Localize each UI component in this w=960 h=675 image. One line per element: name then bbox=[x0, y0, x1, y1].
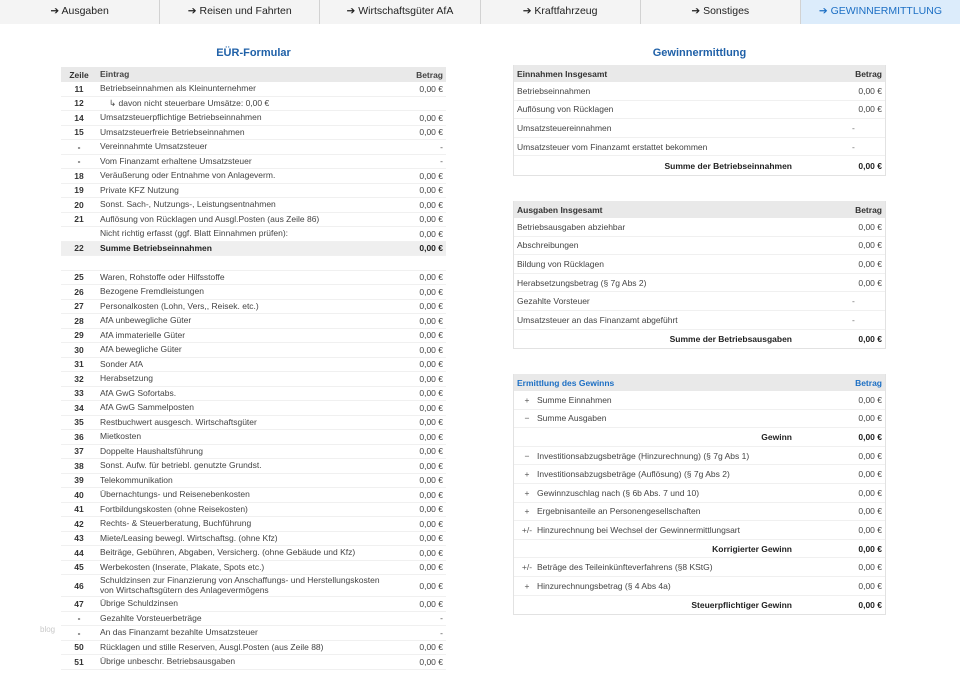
table-row bbox=[61, 358, 446, 373]
table-row bbox=[61, 140, 446, 155]
item-label: Gewinn bbox=[761, 431, 792, 442]
amount-value: 0,00 € bbox=[419, 199, 443, 210]
table-row bbox=[61, 126, 446, 141]
sign-symbol: + bbox=[524, 580, 530, 591]
item-value: - bbox=[852, 296, 855, 307]
item-value: - bbox=[852, 141, 855, 152]
item-value: 0,00 € bbox=[858, 258, 882, 269]
amount-value: 0,00 € bbox=[419, 344, 443, 355]
list-item bbox=[514, 274, 885, 293]
amount-value: 0,00 € bbox=[419, 656, 443, 667]
amount-value: 0,00 € bbox=[419, 286, 443, 297]
amount-value: 0,00 € bbox=[419, 518, 443, 529]
sum-row bbox=[514, 596, 885, 615]
item-label: Auflösung von Rücklagen bbox=[517, 104, 614, 115]
entry-label: Schuldzinsen zur Finanzierung von Anschaffungs- und Herstellungskosten von Wirtschaftsgütern des Anlagevermögens bbox=[100, 575, 380, 595]
line-number: 15 bbox=[74, 127, 84, 138]
eur-table-header bbox=[61, 67, 446, 82]
amount-value: 0,00 € bbox=[419, 243, 443, 254]
line-number: 32 bbox=[74, 373, 84, 384]
item-value: - bbox=[852, 122, 855, 133]
item-value: 0,00 € bbox=[858, 394, 882, 405]
tab-1[interactable]: ➔ Reisen und Fahrten bbox=[160, 0, 320, 24]
amount-value: 0,00 € bbox=[419, 185, 443, 196]
amount-value: 0,00 € bbox=[419, 504, 443, 515]
column-header-entry: Eintrag bbox=[100, 68, 130, 79]
item-label: Abschreibungen bbox=[517, 240, 579, 251]
table-row bbox=[61, 459, 446, 474]
item-value: 0,00 € bbox=[858, 221, 882, 232]
line-number: 22 bbox=[74, 243, 84, 254]
income-panel-body bbox=[514, 82, 885, 175]
income-panel-amount-header: Betrag bbox=[855, 68, 882, 79]
item-value: 0,00 € bbox=[858, 469, 882, 480]
amount-value: 0,00 € bbox=[419, 359, 443, 370]
amount-value: - bbox=[440, 613, 443, 624]
tab-4[interactable]: ➔ Sonstiges bbox=[641, 0, 801, 24]
entry-label: Telekommunikation bbox=[100, 474, 173, 485]
table-row bbox=[61, 184, 446, 199]
table-row bbox=[61, 343, 446, 358]
amount-value: 0,00 € bbox=[419, 642, 443, 653]
list-item bbox=[514, 82, 885, 101]
expenses-panel-title: Ausgaben Insgesamt bbox=[517, 204, 603, 215]
item-label: Ergebnisanteile an Personengesellschaften bbox=[537, 506, 701, 517]
line-number: 45 bbox=[74, 562, 84, 573]
list-item bbox=[514, 391, 885, 410]
list-item bbox=[514, 558, 885, 577]
item-value: 0,00 € bbox=[858, 413, 882, 424]
item-label: Steuerpflichtiger Gewinn bbox=[691, 599, 792, 610]
entry-label: Umsatzsteuerfreie Betriebseinnahmen bbox=[100, 126, 245, 137]
table-row bbox=[61, 655, 446, 670]
table-row bbox=[61, 82, 446, 97]
entry-label: Personalkosten (Lohn, Vers,, Reisek. etc.) bbox=[100, 300, 259, 311]
item-value: 0,00 € bbox=[858, 487, 882, 498]
line-number: 51 bbox=[74, 656, 84, 667]
amount-value: 0,00 € bbox=[419, 301, 443, 312]
line-number: 18 bbox=[74, 170, 84, 181]
line-number: 33 bbox=[74, 388, 84, 399]
amount-value: - bbox=[440, 156, 443, 167]
entry-label: AfA GwG Sofortabs. bbox=[100, 387, 177, 398]
entry-label: Fortbildungskosten (ohne Reisekosten) bbox=[100, 503, 248, 514]
tab-5[interactable]: ➔ GEWINNERMITTLUNG bbox=[801, 0, 960, 24]
list-item bbox=[514, 410, 885, 429]
entry-label: AfA GwG Sammelposten bbox=[100, 402, 195, 412]
amount-value: 0,00 € bbox=[419, 228, 443, 239]
entry-label: AfA immaterielle Güter bbox=[100, 329, 186, 340]
item-label: Umsatzsteuereinnahmen bbox=[517, 122, 612, 133]
item-label: Umsatzsteuer vom Finanzamt erstattet bekommen bbox=[517, 141, 708, 152]
profit-calculation-title: Gewinnermittlung bbox=[652, 47, 747, 59]
table-row bbox=[61, 213, 446, 228]
sign-symbol: + bbox=[524, 394, 530, 405]
list-item bbox=[514, 292, 885, 311]
profit-determination-header bbox=[514, 374, 885, 391]
eur-form-title: EÜR-Formular bbox=[216, 47, 291, 59]
income-panel-header bbox=[514, 65, 885, 82]
line-number: 39 bbox=[74, 475, 84, 486]
table-row bbox=[61, 626, 446, 641]
amount-value: - bbox=[440, 627, 443, 638]
item-value: 0,00 € bbox=[858, 543, 882, 554]
item-value: 0,00 € bbox=[858, 160, 882, 171]
amount-value: 0,00 € bbox=[419, 489, 443, 500]
item-label: Investitionsabzugsbeträge (Auflösung) (§ 7g Abs 2) bbox=[537, 469, 730, 480]
entry-label: Sonder AfA bbox=[100, 358, 144, 369]
amount-value: 0,00 € bbox=[419, 562, 443, 573]
table-row bbox=[61, 641, 446, 656]
line-number: 35 bbox=[74, 417, 84, 428]
amount-value: 0,00 € bbox=[419, 431, 443, 442]
amount-value: 0,00 € bbox=[419, 112, 443, 123]
line-number: 46 bbox=[74, 580, 84, 591]
list-item bbox=[514, 311, 885, 330]
item-value: 0,00 € bbox=[858, 562, 882, 573]
tab-3[interactable]: ➔ Kraftfahrzeug bbox=[481, 0, 641, 24]
column-header-line: Zeile bbox=[69, 69, 89, 80]
eur-table-body bbox=[61, 82, 446, 670]
item-value: 0,00 € bbox=[858, 524, 882, 535]
sum-row bbox=[514, 156, 885, 175]
profit-determination-amount-header: Betrag bbox=[855, 377, 882, 388]
item-value: - bbox=[852, 314, 855, 325]
entry-label: Beiträge, Gebühren, Abgaben, Versicherg. (ohne Gebäude und Kfz) bbox=[100, 547, 356, 557]
item-label: Hinzurechnung bei Wechsel der Gewinnermittlungsart bbox=[537, 524, 740, 535]
table-row bbox=[61, 300, 446, 315]
entry-label: Vom Finanzamt erhaltene Umsatzsteuer bbox=[100, 155, 252, 166]
item-value: 0,00 € bbox=[858, 506, 882, 517]
amount-value: 0,00 € bbox=[419, 547, 443, 558]
item-label: Investitionsabzugsbeträge (Hinzurechnung) (§ 7g Abs 1) bbox=[537, 450, 750, 461]
table-row bbox=[61, 474, 446, 489]
line-number: 50 bbox=[74, 642, 84, 653]
amount-value: 0,00 € bbox=[419, 214, 443, 225]
item-label: Gewinnzuschlag nach (§ 6b Abs. 7 und 10) bbox=[537, 487, 700, 498]
line-number: 19 bbox=[74, 185, 84, 196]
table-row bbox=[61, 445, 446, 460]
table-row bbox=[61, 198, 446, 213]
table-row bbox=[61, 387, 446, 402]
line-number: - bbox=[77, 613, 81, 624]
line-number: 12 bbox=[74, 98, 84, 109]
entry-label: Umsatzsteuerpflichtige Betriebseinnahmen bbox=[100, 112, 262, 122]
sum-row bbox=[514, 540, 885, 559]
table-row bbox=[61, 503, 446, 518]
entry-label: Übrige unbeschr. Betriebsausgaben bbox=[100, 656, 236, 666]
line-number: 34 bbox=[74, 402, 84, 413]
entry-label: Doppelte Haushaltsführung bbox=[100, 445, 204, 456]
total-row bbox=[61, 242, 446, 257]
eur-form-table bbox=[61, 67, 446, 670]
table-row bbox=[61, 97, 446, 112]
amount-value: 0,00 € bbox=[419, 388, 443, 399]
table-row bbox=[61, 597, 446, 612]
item-value: 0,00 € bbox=[858, 450, 882, 461]
item-value: 0,00 € bbox=[858, 277, 882, 288]
item-label: Hinzurechnungsbetrag (§ 4 Abs 4a) bbox=[537, 580, 671, 591]
item-value: 0,00 € bbox=[858, 431, 882, 442]
item-value: 0,00 € bbox=[858, 85, 882, 96]
entry-label: An das Finanzamt bezahlte Umsatzsteuer bbox=[100, 627, 258, 637]
line-number: 14 bbox=[74, 112, 84, 123]
item-label: Umsatzsteuer an das Finanzamt abgeführt bbox=[517, 314, 678, 325]
item-value: 0,00 € bbox=[858, 580, 882, 591]
income-panel bbox=[513, 65, 886, 176]
entry-label: Vereinnahmte Umsatzsteuer bbox=[100, 141, 208, 151]
amount-value: 0,00 € bbox=[419, 170, 443, 181]
line-number: 43 bbox=[74, 533, 84, 544]
table-row bbox=[61, 546, 446, 561]
item-label: Beträge des Teileinkünfteverfahrens (§8 KStG) bbox=[537, 562, 713, 573]
line-number: 36 bbox=[74, 431, 84, 442]
item-label: Bildung von Rücklagen bbox=[517, 258, 604, 269]
line-number: 30 bbox=[74, 344, 84, 355]
line-number: 26 bbox=[74, 286, 84, 297]
entry-label: Rechts- & Steuerberatung, Buchführung bbox=[100, 518, 252, 528]
amount-value: 0,00 € bbox=[419, 373, 443, 384]
item-label: Korrigierter Gewinn bbox=[712, 543, 792, 554]
amount-value: 0,00 € bbox=[419, 315, 443, 326]
line-number: 29 bbox=[74, 330, 84, 341]
entry-label: Private KFZ Nutzung bbox=[100, 184, 179, 195]
entry-label: Herabsetzung bbox=[100, 373, 153, 383]
list-item bbox=[514, 218, 885, 237]
list-item bbox=[514, 503, 885, 522]
sign-symbol: +/- bbox=[521, 562, 533, 573]
entry-label: AfA bewegliche Güter bbox=[100, 344, 182, 354]
entry-label: Betriebseinnahmen als Kleinunternehmer bbox=[100, 83, 256, 93]
list-item bbox=[514, 465, 885, 484]
table-row bbox=[61, 612, 446, 627]
table-row bbox=[61, 401, 446, 416]
line-number: 47 bbox=[74, 598, 84, 609]
line-number: - bbox=[77, 156, 81, 167]
table-row bbox=[61, 488, 446, 503]
line-number: 27 bbox=[74, 301, 84, 312]
item-label: Gezahlte Vorsteuer bbox=[517, 296, 590, 307]
entry-label: AfA unbewegliche Güter bbox=[100, 315, 192, 325]
line-number: 37 bbox=[74, 446, 84, 457]
table-row bbox=[61, 169, 446, 184]
tab-0[interactable]: ➔ Ausgaben bbox=[0, 0, 160, 24]
sign-symbol: +/- bbox=[521, 524, 533, 535]
table-row bbox=[61, 517, 446, 532]
entry-label: Werbekosten (Inserate, Plakate, Spots etc.) bbox=[100, 561, 265, 572]
amount-value: 0,00 € bbox=[419, 272, 443, 283]
list-item bbox=[514, 237, 885, 256]
profit-determination-panel bbox=[513, 374, 886, 615]
amount-value: 0,00 € bbox=[419, 402, 443, 413]
amount-value: 0,00 € bbox=[419, 127, 443, 138]
table-row bbox=[61, 285, 446, 300]
entry-label: Gezahlte Vorsteuerbeträge bbox=[100, 612, 202, 623]
profit-determination-body bbox=[514, 391, 885, 614]
amount-value: 0,00 € bbox=[419, 475, 443, 486]
expenses-panel-header bbox=[514, 201, 885, 218]
amount-value: 0,00 € bbox=[419, 446, 443, 457]
line-number: 38 bbox=[74, 460, 84, 471]
income-panel-title: Einnahmen Insgesamt bbox=[517, 68, 608, 79]
item-value: 0,00 € bbox=[858, 240, 882, 251]
entry-label: Übrige Schuldzinsen bbox=[100, 598, 178, 608]
entry-label: Miete/Leasing bewegl. Wirtschaftsg. (ohne Kfz) bbox=[100, 532, 278, 543]
item-label: Betriebseinnahmen bbox=[517, 85, 591, 96]
line-number: 31 bbox=[74, 359, 84, 370]
sign-symbol: + bbox=[524, 506, 530, 517]
entry-label: Übernachtungs- und Reisenebenkosten bbox=[100, 489, 250, 499]
line-number: 21 bbox=[74, 214, 84, 225]
item-value: 0,00 € bbox=[858, 333, 882, 344]
item-value: 0,00 € bbox=[858, 599, 882, 610]
table-row bbox=[61, 155, 446, 170]
sign-symbol: − bbox=[524, 413, 530, 424]
item-label: Herabsetzungsbetrag (§ 7g Abs 2) bbox=[517, 277, 647, 288]
list-item bbox=[514, 119, 885, 138]
entry-label: ↳ davon nicht steuerbare Umsätze: 0,00 € bbox=[109, 97, 270, 108]
sign-symbol: + bbox=[524, 487, 530, 498]
expenses-panel bbox=[513, 201, 886, 349]
amount-value: - bbox=[440, 141, 443, 152]
sign-symbol: + bbox=[524, 469, 530, 480]
entry-label: Veräußerung oder Entnahme von Anlageverm. bbox=[100, 170, 276, 180]
entry-label: Restbuchwert ausgesch. Wirtschaftsgüter bbox=[100, 416, 257, 427]
line-number: 25 bbox=[74, 272, 84, 283]
line-number: 42 bbox=[74, 518, 84, 529]
expenses-panel-amount-header: Betrag bbox=[855, 204, 882, 215]
table-row bbox=[61, 256, 446, 271]
table-row bbox=[61, 575, 446, 597]
amount-value: 0,00 € bbox=[419, 598, 443, 609]
tab-2[interactable]: ➔ Wirtschaftsgüter AfA bbox=[320, 0, 480, 24]
table-row bbox=[61, 561, 446, 576]
list-item bbox=[514, 255, 885, 274]
sign-symbol: − bbox=[524, 450, 530, 461]
line-number: - bbox=[77, 141, 81, 152]
line-number: - bbox=[77, 627, 81, 638]
entry-label: Rücklagen und stille Reserven, Ausgl.Posten (aus Zeile 88) bbox=[100, 641, 324, 652]
amount-value: 0,00 € bbox=[419, 83, 443, 94]
list-item bbox=[514, 138, 885, 157]
item-value: 0,00 € bbox=[858, 104, 882, 115]
sum-row bbox=[514, 428, 885, 447]
entry-label: Nicht richtig erfasst (ggf. Blatt Einnahmen prüfen): bbox=[100, 228, 289, 238]
table-row bbox=[61, 532, 446, 547]
entry-label: Bezogene Fremdleistungen bbox=[100, 286, 204, 296]
table-row bbox=[61, 416, 446, 431]
list-item bbox=[514, 577, 885, 596]
list-item bbox=[514, 521, 885, 540]
sum-row bbox=[514, 330, 885, 349]
entry-label: Auflösung von Rücklagen und Ausgl.Posten (aus Zeile 86) bbox=[100, 213, 320, 224]
entry-label: Waren, Rohstoffe oder Hilfsstoffe bbox=[100, 271, 225, 282]
expenses-panel-body bbox=[514, 218, 885, 348]
item-label: Summe der Betriebseinnahmen bbox=[664, 160, 792, 171]
table-row bbox=[61, 430, 446, 445]
entry-label: Sonst. Sach-, Nutzungs-, Leistungsentnahmen bbox=[100, 199, 276, 209]
line-number: 11 bbox=[74, 83, 84, 94]
amount-value: 0,00 € bbox=[419, 533, 443, 544]
amount-value: 0,00 € bbox=[419, 460, 443, 471]
list-item bbox=[514, 101, 885, 120]
amount-value: 0,00 € bbox=[419, 417, 443, 428]
entry-label: Sonst. Aufw. für betriebl. genutzte Grundst. bbox=[100, 460, 262, 470]
line-number: 44 bbox=[74, 547, 84, 558]
line-number: 40 bbox=[74, 489, 84, 500]
table-row bbox=[61, 314, 446, 329]
item-label: Summe Ausgaben bbox=[537, 413, 607, 424]
item-label: Summe Einnahmen bbox=[537, 394, 612, 405]
table-row bbox=[61, 372, 446, 387]
watermark: blog bbox=[40, 625, 56, 634]
profit-determination-title: Ermittlung des Gewinns bbox=[517, 377, 615, 388]
tab-bar bbox=[0, 0, 960, 24]
table-row bbox=[61, 271, 446, 286]
amount-value: 0,00 € bbox=[419, 580, 443, 591]
table-row bbox=[61, 329, 446, 344]
line-number: 28 bbox=[74, 315, 84, 326]
line-number: 41 bbox=[74, 504, 84, 515]
list-item bbox=[514, 484, 885, 503]
list-item bbox=[514, 447, 885, 466]
table-row bbox=[61, 111, 446, 126]
column-header-amount: Betrag bbox=[416, 69, 443, 80]
table-row bbox=[61, 227, 446, 242]
entry-label: Mietkosten bbox=[100, 431, 142, 441]
line-number: 20 bbox=[74, 199, 84, 210]
entry-label: Summe Betriebseinnahmen bbox=[100, 242, 212, 253]
amount-value: 0,00 € bbox=[419, 330, 443, 341]
item-label: Summe der Betriebsausgaben bbox=[669, 333, 792, 344]
item-label: Betriebsausgaben abziehbar bbox=[517, 221, 626, 232]
